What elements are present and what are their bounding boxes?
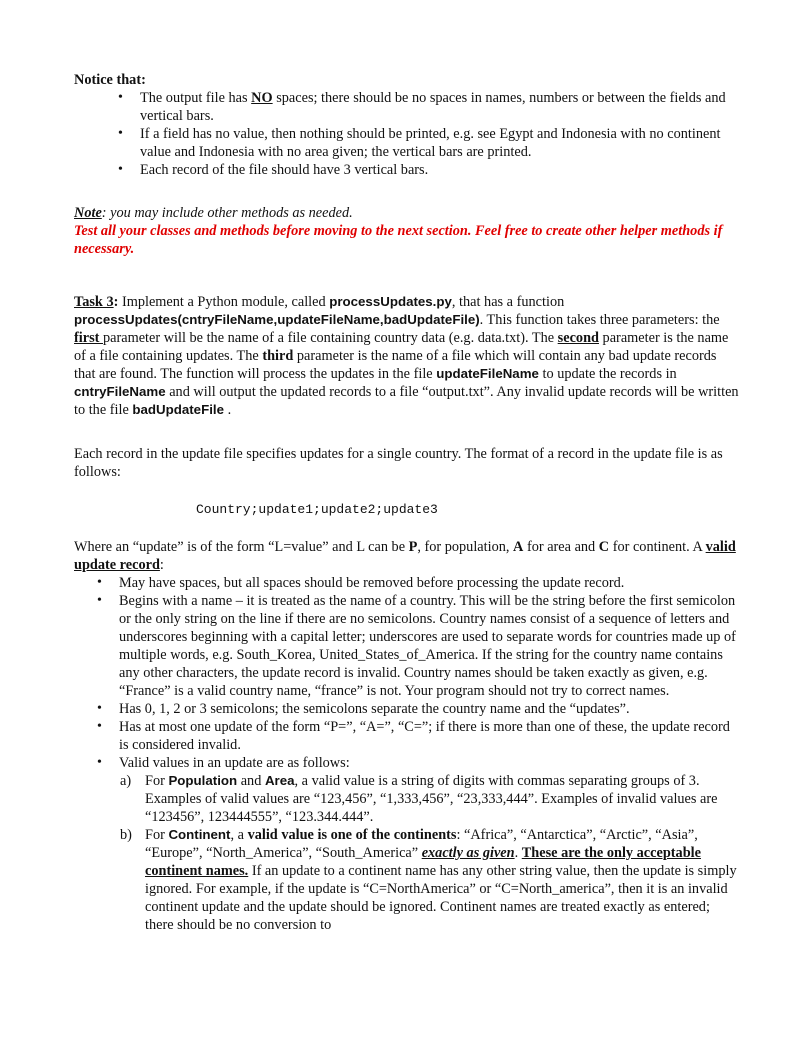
rules-list <box>73 574 739 772</box>
task3-label: Task 3 <box>74 294 114 310</box>
note-text: : you may include other methods as needed. <box>101 205 353 221</box>
rule-item: • Has 0, 1, 2 or 3 semicolons; the semicolons separate the country name and the “updates”. <box>73 700 739 718</box>
notice-list <box>74 89 739 179</box>
record-format-code: Country;update1;update2;update3 <box>196 502 438 517</box>
notice-item: • Each record of the file should have 3 vertical bars. <box>74 161 739 179</box>
notice-item: • If a field has no value, then nothing should be printed, e.g. see Egypt and Indonesia with no continent value and Indonesia with no area given; the vertical bars are printed. <box>74 125 739 161</box>
sub-item-a: a) For Population and Area, a valid value is a string of digits with commas separating groups of 3. Examples of valid values are “123,456”, “1,333,456”, “23,333,444”. Examples of invalid values are “123456”, 123444555”, “123.344.444”. <box>120 773 718 825</box>
update-definition: Where an “update” is of the form “L=value” and L can be P, for population, A for area and C for continent. A valid update record: • May have spaces, but all spaces should be removed before processing the update record. • Begins with a name – it is treated as the name of a country. This will be the string before the first semicolon or the only string on the line if there are no semicolons. Country names consist of a sequence of letters and underscores beginning with a capital letter; underscores are used to separate words for countries made up of multiple words, e.g. South_Korea, United_States_of_America. If the string for the country name contains any other characters, the update record is invalid. Country names should be taken exactly as given, e.g. “France” is a valid country name, “france” is not. Your program should not try to correct names. • Has 0, 1, 2 or 3 semicolons; the semicolons separate the country name and the “updates”. • Has at most one update of the form “P=”, “A=”, “C=”; if there is more than one of these, the update record is considered invalid. • Valid values in an update are as follows: a) For Population and Area, a valid value is a string of digits with commas separating groups of 3. Examples of valid values are “123,456”, “1,333,456”, “23,333,444”. Examples of invalid values are “123456”, 123444555”, “123.344.444”. b) For Continent, a valid value is one of the continents: “Africa”, “Antarctica”, “Arctic”, “Asia”, “Europe”, “North_America”, “South_America” exactly as given. These are the only acceptable continent names. If an update to a continent name has any other string value, then the update is simply ignored. For example, if the update is “C=NorthAmerica” or “C=North_america”, then it is an invalid continent update and the update should be ignored. Continent names are treated exactly as entered; there should be no conversion to <box>74 538 739 934</box>
task3-paragraph: Task 3: Implement a Python module, called processUpdates.py, that has a function processUpdates(cntryFileName,updateFileName,badUpdateFile). This function takes three parameters: the first parameter will be the name of a file containing country data (e.g. data.txt). The second parameter is the name of a file containing updates. The third parameter is the name of a file which will contain any bad update records that are found. The function will process the updates in the file updateFileName to update the records in cntryFileName and will output the updated records to a file “output.txt”. Any invalid update records will be written to the file badUpdateFile . <box>74 294 739 418</box>
notice-heading: Notice that: <box>74 72 146 88</box>
sub-item-b: b) For Continent, a valid value is one of the continents: “Africa”, “Antarctica”, “Arctic”, “Asia”, “Europe”, “North_America”, “South_America” exactly as given. These are the only acceptable continent names. If an update to a continent name has any other string value, then the update is simply ignored. For example, if the update is “C=NorthAmerica” or “C=North_america”, then it is an invalid continent update and the update should be ignored. Continent names are treated exactly as entered; there should be no conversion to <box>120 827 737 933</box>
module-name: processUpdates.py <box>329 294 452 309</box>
test-warning: Test all your classes and methods before moving to the next section. Feel free to create other helper methods if necessary. <box>74 223 723 257</box>
rule-item: • May have spaces, but all spaces should be removed before processing the update record. <box>73 574 739 592</box>
notice-section <box>74 71 739 179</box>
notice-item: • The output file has NO spaces; there should be no spaces in names, numbers or between the fields and vertical bars. <box>74 89 739 125</box>
rule-item: • Valid values in an update are as follows: <box>73 754 739 772</box>
note-section <box>74 204 739 258</box>
rule-item: • Begins with a name – it is treated as the name of a country. This will be the string before the first semicolon or the only string on the line if there are no semicolons. Country names consist of a sequence of letters and underscores beginning with a capital letter; underscores are used to separate words for countries made up of multiple words, e.g. South_Korea, United_States_of_America. If the string for the country name contains any other characters, the update record is invalid. Country names should be taken exactly as given, e.g. “France” is a valid country name, “france” is not. Your program should not try to correct names. <box>73 592 739 700</box>
rule-item: • Has at most one update of the form “P=”, “A=”, “C=”; if there is more than one of these, the update record is considered invalid. <box>73 718 739 754</box>
record-format-paragraph: Each record in the update file specifies updates for a single country. The format of a record in the update file is as follows: <box>74 446 723 480</box>
function-signature: processUpdates(cntryFileName,updateFileName,badUpdateFile) <box>74 312 480 327</box>
note-label: Note <box>74 205 102 221</box>
